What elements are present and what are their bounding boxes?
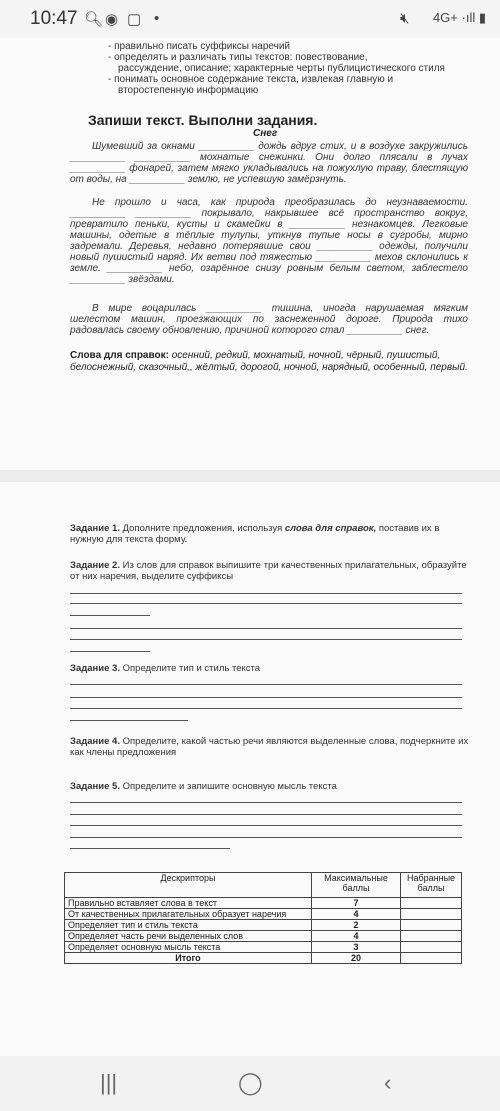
status-bar [0,0,500,38]
answer-line[interactable] [70,628,462,629]
task-label: Задание 3. [70,663,120,674]
task-1 [70,523,470,545]
task-2 [70,560,470,582]
score-cell[interactable] [401,942,462,953]
search-icon: 🔍︎ [84,11,104,28]
answer-line[interactable] [70,814,462,815]
objective: - понимать основное содержание текста, извлекая главную и [108,74,394,85]
table-row [65,942,462,953]
table-header: Максимальные баллы [312,873,401,898]
notification-dot-icon: • [154,10,160,27]
battery-icon: ▮ [478,10,486,25]
answer-line[interactable] [70,848,230,849]
task-5 [70,781,470,792]
objective: рассуждение, описание; характерные черты публицистического стиля [118,63,445,74]
descriptor-cell: Правильно вставляет слова в текст [65,898,312,909]
task-text: Определите и запишите основную мысль текста [122,781,337,792]
task-text: Из слов для справок выпишите три качественных прилагательных, образуйте от них наречия, выделите суффиксы [70,560,467,582]
reference-words [70,350,470,373]
text-paragraph-2: Не прошло и часа, как природа преобразилась до неузнаваемости. __________ __________ покрывало, накрывшее всё пространство вокруг, превратило пеньки, кусты и скамейки в __________ незнакомцев. Легковые машины, одетые в тёплые тулупы, уткнув тупые носы в сугробы, мирно задремали. Деревья, недавно потерявшие свои __________ одежды, получили новый пушистый наряд. Их ветви под тяжестью __________ мехов склонились к земле. __________ небо, озарённое снизу ровным белым светом, заблестело __________ звёздами. [70,197,468,285]
answer-line[interactable] [70,651,150,652]
answer-line[interactable] [70,837,462,838]
score-cell[interactable] [401,931,462,942]
table-header: Набранные баллы [401,873,462,898]
text-paragraph-1: Шумевший за окнами __________ дождь вдруг стих, и в воздухе закружились __________ __________ мохнатые снежинки. Они долго плясали в лучах __________ фонарей, затем мягко укладывались на пожухлую траву, блестящую от воды, на __________ землю, не успевшую замёрзнуть. [70,141,468,185]
task-bold-text: слова для справок, [284,523,377,534]
table-total-row [65,953,462,964]
worksheet-title: Запиши текст. Выполни задания. [88,112,318,128]
max-score-cell: 7 [312,898,401,909]
answer-line[interactable] [70,825,462,826]
descriptor-cell: Определяет основную мысль текста [65,942,312,953]
answer-line[interactable] [70,639,462,640]
table-header: Дескрипторы [65,873,312,898]
signal-icon: ·ıll [461,10,476,25]
task-label: Задание 2. [70,560,120,571]
total-score-cell[interactable] [401,953,462,964]
task-4 [70,736,470,758]
reference-words-list: осенний, редкий, мохнатый, ночной, чёрный, пушистый, белоснежный, сказочный,, жёлтый, дорогой, ночной, нарядный, особенный, первый. [70,350,468,373]
text-title: Снег [253,128,278,139]
home-icon[interactable]: ◯ [238,1070,263,1095]
answer-line[interactable] [70,708,462,709]
task-label: Задание 5. [70,781,120,792]
chrome-icon: ◉ [105,11,119,28]
total-label: Итого [65,953,312,964]
table-row [65,920,462,931]
network-indicator [433,10,486,26]
answer-line[interactable] [70,697,462,698]
recent-apps-icon[interactable]: ||| [100,1070,118,1095]
score-cell[interactable] [401,898,462,909]
answer-line[interactable] [70,615,150,616]
answer-line[interactable] [70,603,462,604]
max-score-cell: 3 [312,942,401,953]
mute-icon: 🔇︎ [400,10,410,27]
reference-words-label: Слова для справок: [70,350,169,361]
descriptor-table [64,872,462,964]
answer-line[interactable] [70,684,462,685]
page-separator [0,470,500,482]
network-label: 4G+ [432,10,458,25]
status-time: 10:47 [30,8,78,29]
table-row [65,931,462,942]
objective: - правильно писать суффиксы наречий [108,41,291,52]
task-text: Определите тип и стиль текста [122,663,261,674]
max-score-cell: 2 [312,920,401,931]
table-header-row [65,873,462,898]
table-row [65,909,462,920]
descriptor-cell: Определяет тип и стиль текста [65,920,312,931]
task-text: поставив их в нужную для текста форму. [70,523,440,545]
objective: второстепенную информацию [118,85,259,96]
instagram-icon: ▢ [127,11,142,28]
answer-line[interactable] [70,593,462,594]
descriptor-cell: Определяет часть речи выделенных слов [65,931,312,942]
task-3 [70,663,470,674]
task-label: Задание 1. [70,523,120,534]
back-icon[interactable]: ‹ [384,1070,392,1095]
table-row [65,898,462,909]
answer-line[interactable] [70,720,188,721]
max-score-cell: 4 [312,909,401,920]
objective: - определять и различать типы текстов: повествование, [108,52,368,63]
task-text: Дополните предложения, используя [122,523,283,534]
max-score-cell: 4 [312,931,401,942]
score-cell[interactable] [401,920,462,931]
task-label: Задание 4. [70,736,120,747]
answer-line[interactable] [70,802,462,803]
descriptor-cell: От качественных прилагательных образует наречия [65,909,312,920]
score-cell[interactable] [401,909,462,920]
text-paragraph-3: В мире воцарилась __________ тишина, иногда нарушаемая мягким шелестом машин, проезжающих по заснеженной дороге. Природа тихо радовалась своему обновлению, причиной которого стал __________ снег. [70,303,468,336]
total-value: 20 [312,953,401,964]
task-text: Определите, какой частью речи являются выделенные слова, подчеркните их как члены предложения [70,736,469,758]
